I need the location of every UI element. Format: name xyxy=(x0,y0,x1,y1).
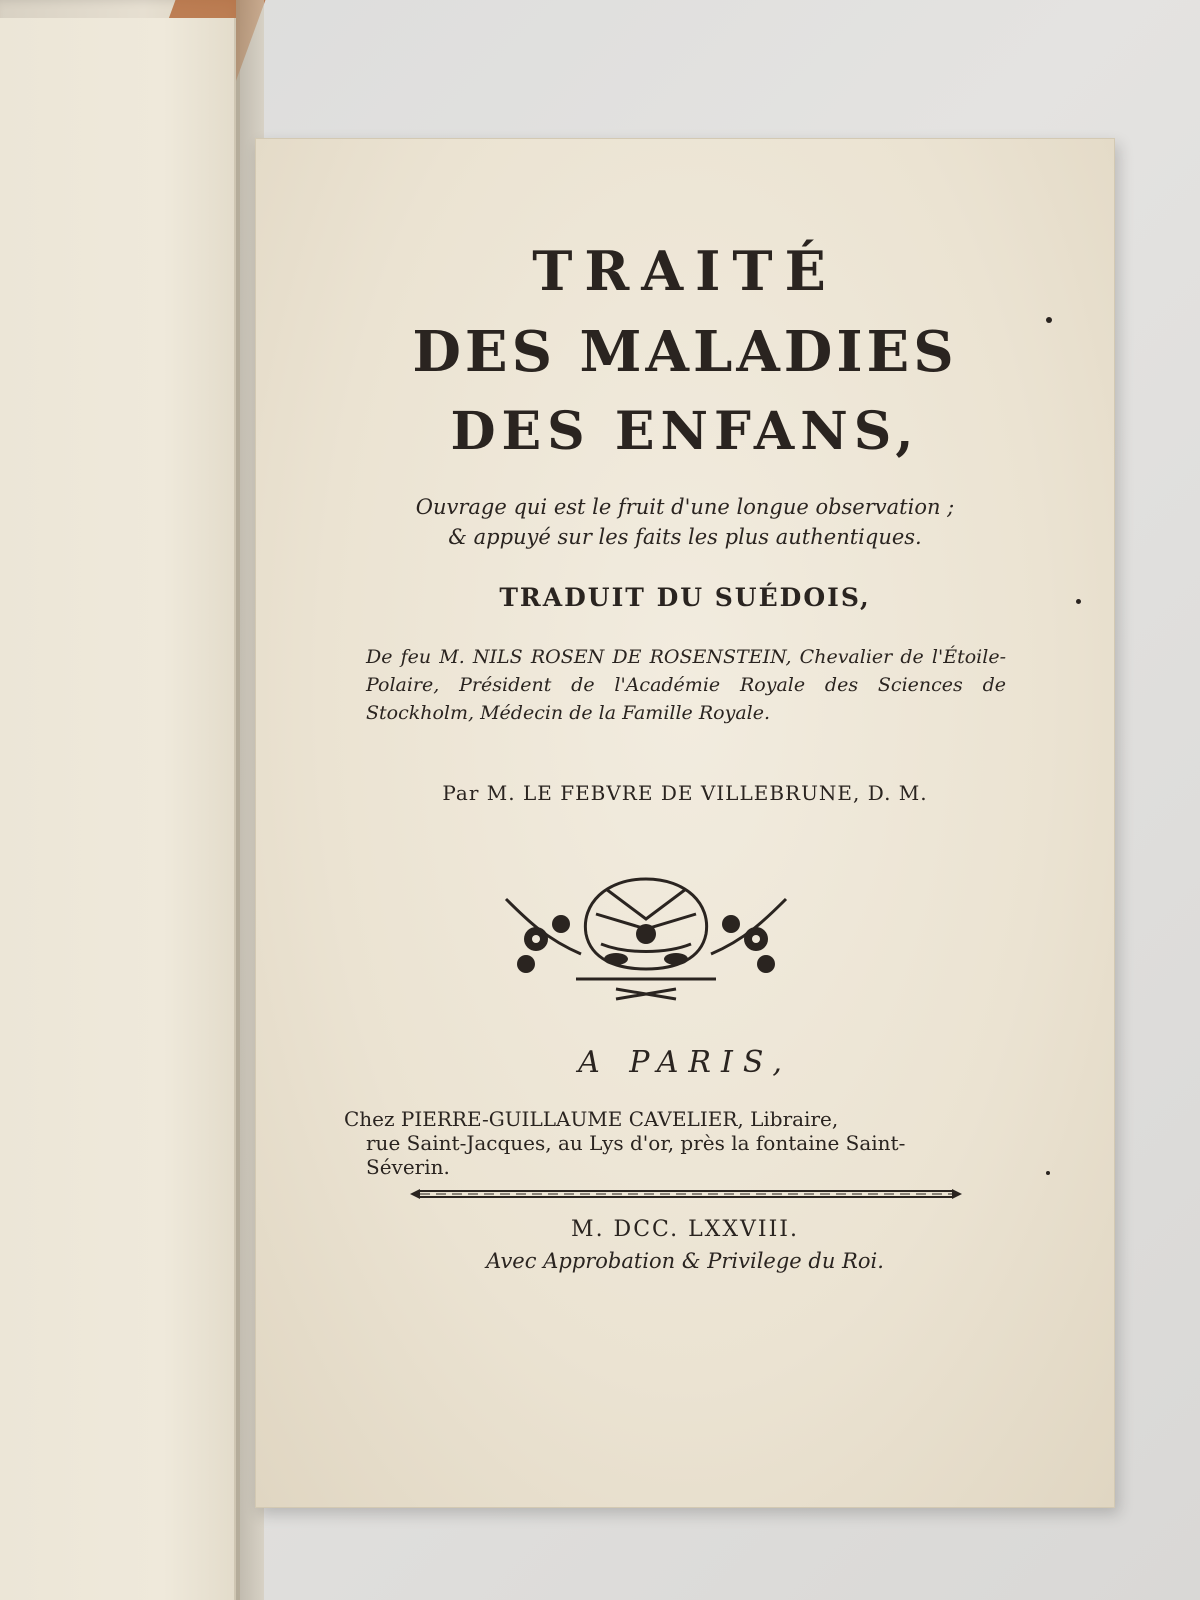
translator-credit: Par M. LE FEBVRE DE VILLEBRUNE, D. M. xyxy=(442,781,928,805)
publisher-line-3: Séverin. xyxy=(366,1155,450,1179)
subtitle-line-1: Ouvrage qui est le fruit d'une longue observation ; xyxy=(415,495,955,519)
subtitle-line-2: & appuyé sur les faits les plus authentiques. xyxy=(448,525,922,549)
title-line-3: DES ENFANS, xyxy=(450,401,920,462)
publisher-line-1: Chez PIERRE-GUILLAUME CAVELIER, Libraire, xyxy=(344,1107,839,1131)
author-credits: De feu M. NILS ROSEN DE ROSENSTEIN, Chevalier de l'Étoile-Polaire, Président de l'Académie Royale des Sciences de Stockholm, Médecin de la Famille Royale. xyxy=(366,646,1006,724)
foxing-spot xyxy=(1076,599,1081,604)
royal-privilege: Avec Approbation & Privilege du Roi. xyxy=(486,1249,884,1273)
publication-year: M. DCC. LXXVIII. xyxy=(571,1217,799,1242)
place-of-publication: A PARIS, xyxy=(578,1045,792,1080)
publisher-line-2: rue Saint-Jacques, au Lys d'or, près la fontaine Saint- xyxy=(366,1131,906,1155)
translated-from: TRADUIT DU SUÉDOIS, xyxy=(499,583,871,612)
title-line-1: TRAITÉ xyxy=(532,239,838,303)
foxing-spot xyxy=(1046,317,1052,323)
decorative-rule xyxy=(406,1187,966,1201)
title-line-2: DES MALADIES xyxy=(412,319,958,385)
publisher-imprint xyxy=(344,1107,984,1179)
left-blank-page xyxy=(0,18,236,1600)
foxing-spot xyxy=(1046,1171,1050,1175)
title-page xyxy=(255,138,1115,1508)
printers-ornament-icon xyxy=(486,859,806,1009)
